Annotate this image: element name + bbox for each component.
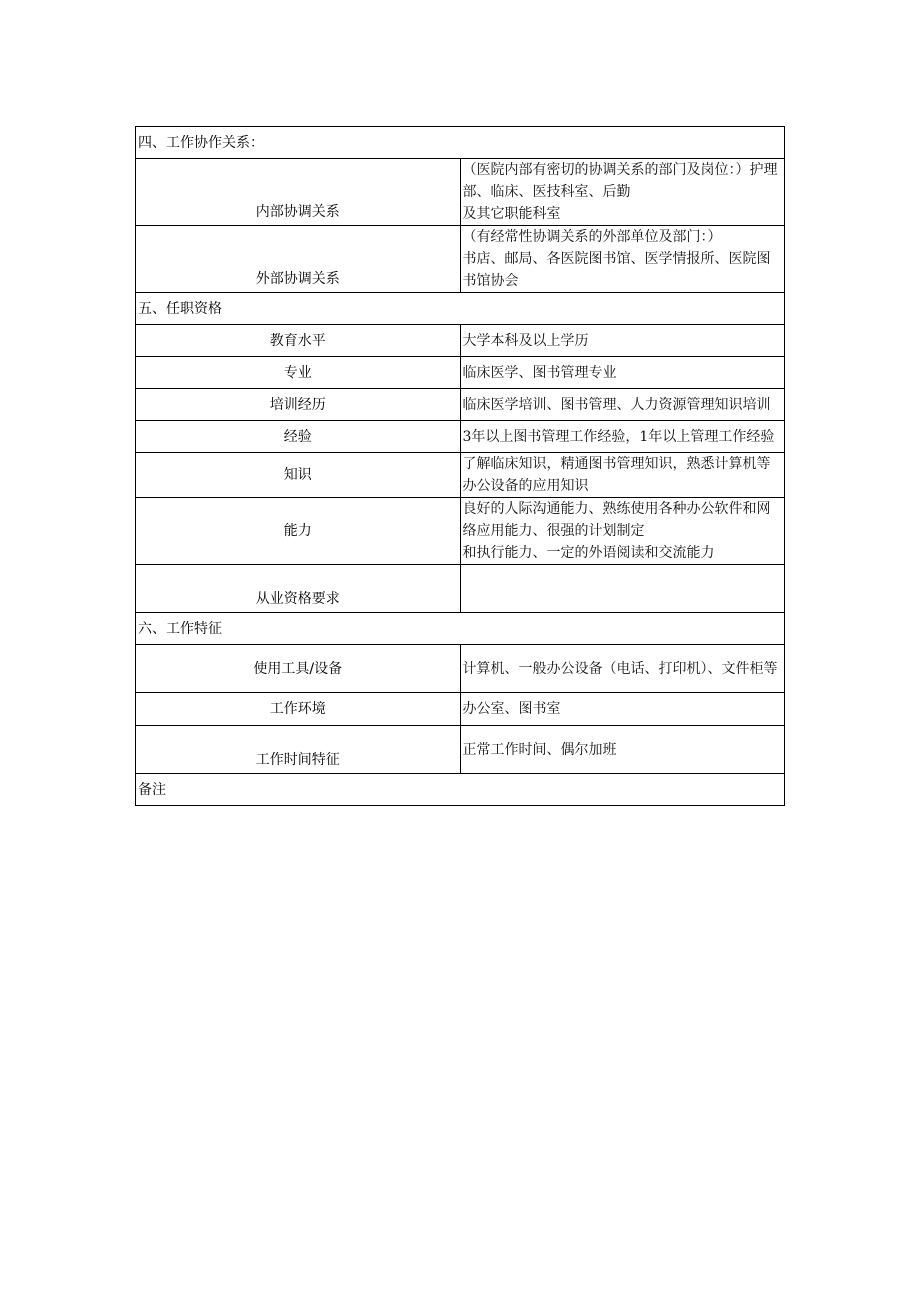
row-tools xyxy=(136,645,785,693)
section-row-remarks xyxy=(136,774,785,806)
ability-line-2: 和执行能力、一定的外语阅读和交流能力 xyxy=(462,545,715,561)
label-internal-coordination: 内部协调关系 xyxy=(136,159,461,226)
value-work-time: 正常工作时间、偶尔加班 xyxy=(460,726,785,774)
section-title-features: 六、工作特征 xyxy=(136,613,785,645)
value-experience: 3年以上图书管理工作经验，1年以上管理工作经验 xyxy=(460,421,785,453)
label-tools: 使用工具/设备 xyxy=(136,645,461,693)
value-tools: 计算机、一般办公设备（电话、打印机）、文件柜等 xyxy=(460,645,785,693)
section-title-remarks: 备注 xyxy=(136,774,785,806)
section-row-qualification xyxy=(136,293,785,325)
label-external-coordination: 外部协调关系 xyxy=(136,226,461,293)
row-certification xyxy=(136,565,785,613)
internal-coordination-line-2: 及其它职能科室 xyxy=(462,206,561,222)
external-coordination-line-2: 书店、邮局、各医院图书馆、医学情报所、医院图书馆协会 xyxy=(462,251,771,289)
value-ability xyxy=(460,498,785,565)
section-row-features xyxy=(136,613,785,645)
value-major: 临床医学、图书管理专业 xyxy=(460,357,785,389)
internal-coordination-line-1: （医院内部有密切的协调关系的部门及岗位：）护理部、临床、医技科室、后勤 xyxy=(462,162,778,200)
job-description-table xyxy=(135,126,785,806)
row-experience xyxy=(136,421,785,453)
row-ability xyxy=(136,498,785,565)
section-row-cooperation xyxy=(136,127,785,159)
label-training: 培训经历 xyxy=(136,389,461,421)
section-title-cooperation: 四、工作协作关系： xyxy=(136,127,785,159)
value-environment: 办公室、图书室 xyxy=(460,693,785,726)
label-knowledge: 知识 xyxy=(136,453,461,498)
row-education xyxy=(136,325,785,357)
value-internal-coordination xyxy=(460,159,785,226)
section-title-qualification: 五、任职资格 xyxy=(136,293,785,325)
label-environment: 工作环境 xyxy=(136,693,461,726)
value-knowledge: 了解临床知识，精通图书管理知识，熟悉计算机等办公设备的应用知识 xyxy=(460,453,785,498)
label-experience: 经验 xyxy=(136,421,461,453)
ability-line-1: 良好的人际沟通能力、熟练使用各种办公软件和网络应用能力、很强的计划制定 xyxy=(462,501,771,539)
row-major xyxy=(136,357,785,389)
value-education: 大学本科及以上学历 xyxy=(460,325,785,357)
row-environment xyxy=(136,693,785,726)
value-external-coordination xyxy=(460,226,785,293)
label-ability: 能力 xyxy=(136,498,461,565)
row-knowledge xyxy=(136,453,785,498)
label-work-time: 工作时间特征 xyxy=(136,726,461,774)
external-coordination-line-1: （有经常性协调关系的外部单位及部门：） xyxy=(462,229,722,245)
row-external-coordination xyxy=(136,226,785,293)
row-internal-coordination xyxy=(136,159,785,226)
label-major: 专业 xyxy=(136,357,461,389)
value-certification xyxy=(460,565,785,613)
row-work-time xyxy=(136,726,785,774)
row-training xyxy=(136,389,785,421)
value-training: 临床医学培训、图书管理、人力资源管理知识培训 xyxy=(460,389,785,421)
label-certification: 从业资格要求 xyxy=(136,565,461,613)
label-education: 教育水平 xyxy=(136,325,461,357)
